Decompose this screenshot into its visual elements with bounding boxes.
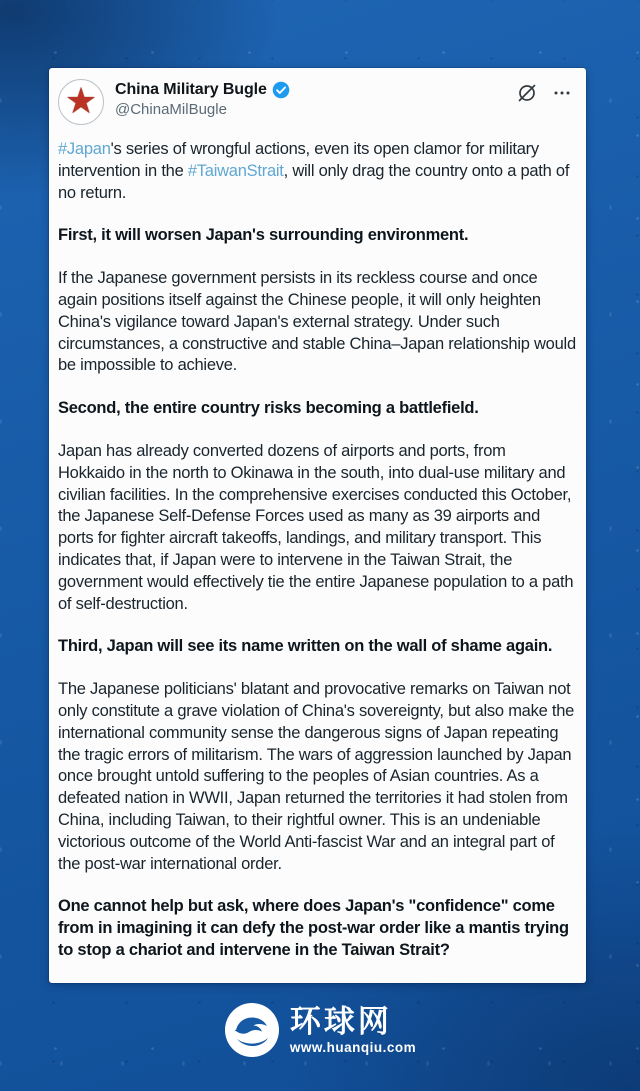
author-name[interactable]: China Military Bugle	[115, 81, 267, 98]
header-actions	[517, 79, 576, 103]
watermark-text	[290, 1005, 416, 1055]
watermark-site-url: www.huanqiu.com	[289, 1040, 417, 1056]
author-handle[interactable]: @ChinaMilBugle	[115, 101, 227, 118]
tweet-header	[58, 79, 576, 125]
tweet-paragraph-closing: One cannot help but ask, where does Japan's "confidence" come from in imagining it can defy the post-war order like a mantis trying to stop a chariot and intervene in the Taiwan Strait?	[58, 897, 569, 959]
red-star-icon: ★	[64, 80, 98, 121]
tweet-body	[58, 139, 576, 962]
tweet-heading-third: Third, Japan will see its name written on the wall of shame again.	[58, 637, 553, 656]
huanqiu-watermark	[0, 1002, 640, 1058]
intro-text-2: , will only drag the country onto a path of no return.	[58, 161, 570, 202]
hashtag-japan[interactable]: #Japan	[58, 140, 111, 158]
tweet-card	[49, 68, 586, 983]
tweet-heading-second: Second, the entire country risks becoming a battlefield.	[58, 399, 479, 418]
avatar[interactable]	[58, 79, 104, 125]
watermark-site-name: 环球网	[289, 1003, 392, 1039]
more-icon[interactable]	[552, 83, 572, 103]
grok-icon[interactable]	[517, 83, 537, 103]
tweet-paragraph-first: If the Japanese government persists in its reckless course and once again positions itself against the Chinese people, it will only heighten China's vigilance toward Japan's external strategy. Under such circumstances, a constructive and stable China–Japan relationship would be impossible to achieve.	[58, 269, 576, 375]
tweet-paragraph-intro	[58, 139, 576, 204]
tweet-paragraph-second: Japan has already converted dozens of airports and ports, from Hokkaido in the north to Okinawa in the south, into dual-use military and civilian facilities. In the comprehensive exercises conducted this October, the Japanese Self-Defense Forces used as many as 39 airports and ports for fighter aircraft takeoffs, landings, and military transport. This indicates that, if Japan were to intervene in the Taiwan Strait, the government would effectively tie the entire Japanese population to a path of self-destruction.	[58, 441, 574, 613]
verified-badge-icon	[272, 81, 290, 99]
tweet-heading-first: First, it will worsen Japan's surrounding environment.	[58, 226, 469, 245]
huanqiu-eagle-logo-icon	[224, 1002, 280, 1058]
hashtag-taiwanstrait[interactable]: #TaiwanStrait	[187, 161, 284, 180]
tweet-paragraph-third: The Japanese politicians' blatant and provocative remarks on Taiwan not only constitute a grave violation of China's sovereignty, but also make the international community sense the dangerous signs of Japan repeating the tragic errors of militarism. The wars of aggression launched by Japan once brought untold suffering to the peoples of Asian countries. As a defeated nation in WWII, Japan returned the territories it had stolen from China, including Taiwan, to their rightful owner. This is an undeniable victorious outcome of the World Anti-fascist War and an integral part of the post-war international order.	[58, 680, 575, 873]
author-block	[115, 79, 290, 118]
intro-text-1: 's series of wrongful actions, even its open clamor for military intervention in the	[58, 140, 539, 180]
